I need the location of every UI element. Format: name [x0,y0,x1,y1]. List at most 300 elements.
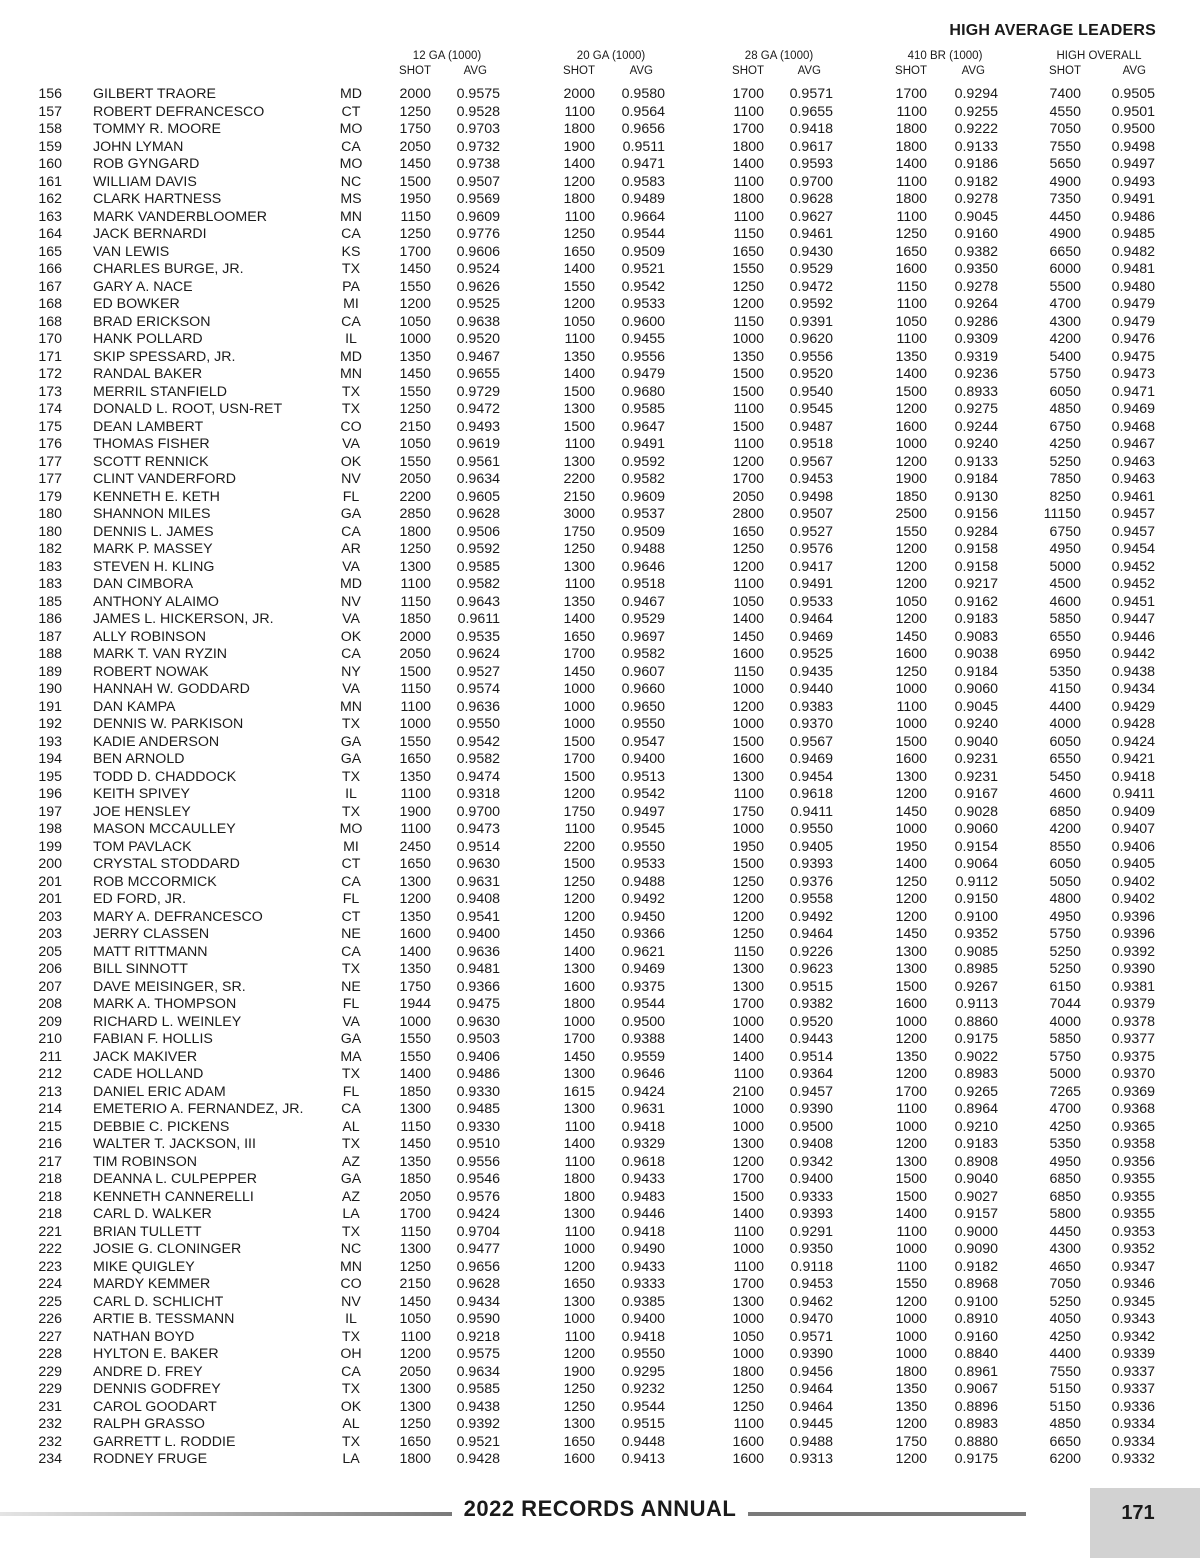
shooter-name-cell: TODD D. CHADDOCK [93,768,237,785]
shot-12ga-cell: 1350 [399,908,431,925]
shot-410br-cell: 1250 [895,873,927,890]
shot-28ga-cell: 1000 [732,1241,764,1257]
avg-12ga-cell: 0.9546 [456,1171,500,1187]
shooter-name-cell: RANDAL BAKER [93,366,203,382]
shot-overall-cell: 5050 [1049,873,1081,890]
shot-410br-cell: 1900 [895,471,927,487]
shot-410br-cell: 1450 [895,926,927,942]
avg-20ga-cell: 0.9513 [621,768,665,785]
shot-28ga-cell: 1700 [732,121,764,137]
state-code: CA [341,313,361,330]
shot-header-28ga: SHOT [732,65,764,77]
shot-20ga-cell: 1300 [563,1206,595,1222]
shot-12ga-cell: 1200 [399,891,431,907]
shooter-name-cell: MASON MCCAULLEY [93,821,236,837]
shot-overall-cell: 4400 [1049,1346,1081,1362]
avg-20ga-cell: 0.9542 [621,278,665,295]
table-row [0,1049,1200,1067]
avg-28ga-cell: 0.9464 [789,611,833,627]
table-row [0,576,1200,594]
shot-410br-cell: 1300 [895,961,927,977]
avg-20ga-cell: 0.9400 [621,1311,665,1327]
rank-cell: 177 [38,453,62,470]
avg-28ga-cell: 0.9464 [789,1381,833,1397]
state-code: CT [341,856,361,872]
shot-410br-cell: 1800 [895,1363,927,1380]
avg-header-28ga: AVG [797,65,821,77]
shot-20ga-cell: 1350 [563,593,595,610]
shot-overall-cell: 4250 [1049,436,1081,452]
avg-overall-cell: 0.9355 [1111,1206,1155,1222]
avg-overall-cell: 0.9446 [1111,628,1155,645]
shot-20ga-cell: 1000 [563,716,595,732]
shot-12ga-cell: 1944 [399,996,431,1012]
table-row [0,664,1200,682]
shot-28ga-cell: 1200 [732,453,764,470]
avg-410br-cell: 0.9352 [954,926,998,942]
avg-overall-cell: 0.9424 [1111,733,1155,750]
shot-12ga-cell: 1800 [399,523,431,540]
avg-20ga-cell: 0.9545 [621,821,665,837]
avg-28ga-cell: 0.9440 [789,681,833,697]
shot-28ga-cell: 1100 [733,436,764,452]
shooter-name-cell: GARRETT L. RODDIE [93,1433,236,1450]
table-row [0,646,1200,664]
avg-410br-cell: 0.9113 [955,996,998,1012]
avg-20ga-cell: 0.9582 [621,471,665,487]
shot-20ga-cell: 1000 [563,1241,595,1257]
shot-20ga-cell: 1700 [563,751,595,767]
shooter-name-cell: DONALD L. ROOT, USN-RET [93,401,283,417]
state-code: MN [339,366,363,382]
shot-20ga-cell: 1450 [563,663,595,680]
avg-28ga-cell: 0.9567 [789,733,833,750]
rank-cell: 191 [38,698,62,715]
state-code: NE [341,926,361,942]
shot-28ga-cell: 1000 [732,716,764,732]
rank-cell: 217 [38,1153,62,1170]
avg-overall-cell: 0.9454 [1111,541,1155,557]
shooter-name-cell: MARDY KEMMER [93,1276,211,1292]
avg-410br-cell: 0.9183 [954,1136,998,1152]
shot-12ga-cell: 1450 [399,156,431,172]
avg-28ga-cell: 0.9461 [789,226,833,242]
group-header-410br: 410 BR (1000) [907,50,983,62]
shot-20ga-cell: 1650 [563,628,595,645]
shot-overall-cell: 4950 [1049,541,1081,557]
rank-cell: 163 [38,208,62,225]
avg-12ga-cell: 0.9634 [456,1363,500,1380]
rank-cell: 195 [38,768,62,785]
table-row [0,1066,1200,1084]
avg-28ga-cell: 0.9487 [789,418,833,435]
avg-12ga-cell: 0.9556 [456,1153,500,1170]
state-code: FL [342,1083,360,1100]
shot-20ga-cell: 1400 [563,156,595,172]
shooter-name-cell: GILBERT TRAORE [93,86,216,102]
avg-overall-cell: 0.9355 [1111,1171,1155,1187]
table-row [0,1119,1200,1137]
avg-20ga-cell: 0.9680 [621,383,665,400]
shot-20ga-cell: 1400 [563,1136,595,1152]
avg-28ga-cell: 0.9333 [789,1188,833,1205]
shot-410br-cell: 1800 [895,191,927,207]
avg-28ga-cell: 0.9525 [789,646,833,662]
shot-410br-cell: 1450 [895,628,927,645]
state-code: CA [341,226,361,242]
avg-28ga-cell: 0.9390 [789,1346,833,1362]
avg-28ga-cell: 0.9457 [789,1083,833,1100]
shot-overall-cell: 4950 [1049,908,1081,925]
state-code: OK [340,628,362,645]
avg-20ga-cell: 0.9607 [621,663,665,680]
shot-20ga-cell: 1400 [563,366,595,382]
state-code: FL [342,891,360,907]
avg-12ga-cell: 0.9528 [456,103,500,120]
avg-12ga-cell: 0.9638 [456,313,500,330]
avg-410br-cell: 0.9267 [954,978,998,995]
avg-12ga-cell: 0.9330 [456,1083,500,1100]
avg-28ga-cell: 0.9370 [789,716,833,732]
avg-410br-cell: 0.8933 [954,383,998,400]
table-row [0,1346,1200,1364]
shot-20ga-cell: 1750 [563,803,595,820]
table-row [0,1136,1200,1154]
avg-overall-cell: 0.9411 [1112,786,1155,802]
avg-20ga-cell: 0.9582 [621,646,665,662]
avg-20ga-cell: 0.9511 [622,138,665,155]
table-row [0,1171,1200,1189]
avg-overall-cell: 0.9497 [1111,156,1155,172]
avg-overall-cell: 0.9342 [1111,1328,1155,1345]
avg-20ga-cell: 0.9697 [621,628,665,645]
state-code: MS [340,191,362,207]
shot-28ga-cell: 1150 [733,943,764,960]
avg-overall-cell: 0.9451 [1111,593,1155,610]
shot-12ga-cell: 1550 [399,1031,431,1047]
shot-overall-cell: 7550 [1049,138,1081,155]
shot-overall-cell: 7050 [1049,121,1081,137]
shot-overall-cell: 4550 [1049,103,1081,120]
avg-28ga-cell: 0.9628 [789,191,833,207]
shooter-name-cell: EMETERIO A. FERNANDEZ, JR. [93,1101,304,1117]
rank-cell: 232 [38,1433,62,1450]
rank-cell: 194 [38,751,62,767]
avg-20ga-cell: 0.9375 [621,978,665,995]
avg-overall-cell: 0.9390 [1111,961,1155,977]
shot-12ga-cell: 1050 [399,313,431,330]
shot-overall-cell: 4650 [1049,1258,1081,1275]
avg-28ga-cell: 0.9350 [789,1241,833,1257]
avg-410br-cell: 0.9231 [954,751,998,767]
shot-20ga-cell: 1650 [563,243,595,260]
table-row [0,104,1200,122]
shot-20ga-cell: 1250 [563,1398,595,1415]
avg-410br-cell: 0.9240 [954,716,998,732]
rank-cell: 232 [38,1416,62,1432]
shot-20ga-cell: 1400 [563,611,595,627]
avg-12ga-cell: 0.9467 [456,348,500,365]
shot-410br-cell: 1600 [895,996,927,1012]
avg-overall-cell: 0.9409 [1111,803,1155,820]
shot-overall-cell: 7350 [1049,191,1081,207]
shot-410br-cell: 1200 [895,541,927,557]
avg-20ga-cell: 0.9497 [621,803,665,820]
table-row [0,524,1200,542]
shooter-name-cell: BRIAN TULLETT [93,1223,202,1240]
shooter-name-cell: TIM ROBINSON [93,1153,198,1170]
table-row [0,681,1200,699]
shooter-name-cell: HANNAH W. GODDARD [93,681,250,697]
avg-overall-cell: 0.9355 [1111,1188,1155,1205]
avg-28ga-cell: 0.9393 [789,856,833,872]
rank-cell: 156 [38,86,62,102]
avg-12ga-cell: 0.9624 [456,646,500,662]
state-code: CA [341,523,361,540]
rank-cell: 180 [38,506,62,522]
shot-410br-cell: 1100 [896,208,927,225]
shooter-name-cell: ED FORD, JR. [93,891,187,907]
avg-410br-cell: 0.9045 [954,208,998,225]
table-row [0,1311,1200,1329]
avg-overall-cell: 0.9428 [1111,716,1155,732]
avg-overall-cell: 0.9375 [1111,1048,1155,1065]
shot-12ga-cell: 1150 [400,1223,431,1240]
shooter-name-cell: JOHN LYMAN [93,138,184,155]
rank-cell: 193 [38,733,62,750]
shot-12ga-cell: 1100 [400,821,431,837]
shot-overall-cell: 6050 [1049,733,1081,750]
avg-12ga-cell: 0.9524 [456,261,500,277]
avg-20ga-cell: 0.9600 [621,313,665,330]
state-code: GA [340,751,362,767]
shot-20ga-cell: 1800 [563,996,595,1012]
shot-20ga-cell: 1800 [563,1171,595,1187]
shot-28ga-cell: 1000 [732,331,764,347]
avg-410br-cell: 0.8964 [954,1101,998,1117]
shot-410br-cell: 1200 [895,1293,927,1310]
shot-12ga-cell: 1200 [399,296,431,312]
avg-28ga-cell: 0.9393 [789,1206,833,1222]
shot-20ga-cell: 1100 [564,1223,595,1240]
avg-12ga-cell: 0.9703 [456,121,500,137]
avg-20ga-cell: 0.9544 [621,226,665,242]
avg-overall-cell: 0.9346 [1111,1276,1155,1292]
shot-410br-cell: 1800 [895,138,927,155]
shot-overall-cell: 4200 [1049,821,1081,837]
shot-20ga-cell: 1200 [563,1258,595,1275]
avg-12ga-cell: 0.9406 [456,1048,500,1065]
avg-12ga-cell: 0.9520 [456,331,500,347]
shot-410br-cell: 1150 [896,278,927,295]
avg-410br-cell: 0.8961 [954,1363,998,1380]
avg-overall-cell: 0.9469 [1111,401,1155,417]
avg-20ga-cell: 0.9490 [621,1241,665,1257]
avg-overall-cell: 0.9352 [1111,1241,1155,1257]
shot-28ga-cell: 1200 [732,1153,764,1170]
avg-overall-cell: 0.9358 [1111,1136,1155,1152]
shot-12ga-cell: 1150 [400,208,431,225]
avg-28ga-cell: 0.9514 [789,1048,833,1065]
avg-12ga-cell: 0.9605 [456,488,500,505]
shot-overall-cell: 4200 [1049,331,1081,347]
state-code: IL [345,786,357,802]
shooter-name-cell: DAN CIMBORA [93,576,194,592]
shot-28ga-cell: 1400 [732,156,764,172]
table-row [0,856,1200,874]
avg-20ga-cell: 0.9656 [621,121,665,137]
shot-12ga-cell: 1450 [399,1293,431,1310]
avg-12ga-cell: 0.9392 [456,1416,500,1432]
shot-12ga-cell: 1350 [399,1153,431,1170]
shooter-name-cell: MARK A. THOMPSON [93,996,237,1012]
shot-410br-cell: 1100 [896,173,927,190]
group-header-12ga: 12 GA (1000) [412,50,482,62]
shooter-name-cell: HYLTON E. BAKER [93,1346,219,1362]
avg-410br-cell: 0.8983 [954,1416,998,1432]
state-code: GA [340,506,362,522]
shooter-name-cell: ANDRE D. FREY [93,1363,203,1380]
rank-cell: 190 [38,681,62,697]
avg-20ga-cell: 0.9592 [621,453,665,470]
avg-20ga-cell: 0.9547 [621,733,665,750]
shot-28ga-cell: 1700 [732,1276,764,1292]
table-row [0,454,1200,472]
avg-12ga-cell: 0.9574 [456,681,500,697]
rank-cell: 215 [38,1118,62,1135]
avg-410br-cell: 0.8968 [954,1276,998,1292]
shot-410br-cell: 1200 [895,1066,927,1082]
shot-12ga-cell: 1650 [399,856,431,872]
avg-12ga-cell: 0.9514 [456,838,500,855]
rank-cell: 234 [38,1451,62,1467]
shot-overall-cell: 4050 [1049,1311,1081,1327]
shot-410br-cell: 1000 [895,681,927,697]
shot-header-20ga: SHOT [563,65,595,77]
shot-20ga-cell: 1550 [563,278,595,295]
shot-20ga-cell: 1650 [563,1276,595,1292]
avg-12ga-cell: 0.9477 [456,1241,500,1257]
shot-20ga-cell: 3000 [563,506,595,522]
avg-overall-cell: 0.9337 [1111,1381,1155,1397]
shot-overall-cell: 6850 [1049,803,1081,820]
avg-20ga-cell: 0.9400 [621,751,665,767]
avg-overall-cell: 0.9347 [1111,1258,1155,1275]
avg-header-410br: AVG [961,65,985,77]
rank-cell: 172 [38,366,62,382]
shot-410br-cell: 1350 [895,348,927,365]
shot-20ga-cell: 1100 [564,821,595,837]
avg-overall-cell: 0.9356 [1111,1153,1155,1170]
avg-12ga-cell: 0.9656 [456,1258,500,1275]
table-row [0,926,1200,944]
avg-12ga-cell: 0.9535 [456,628,500,645]
shot-overall-cell: 5000 [1049,1066,1081,1082]
shot-28ga-cell: 1100 [733,1258,764,1275]
shot-20ga-cell: 1300 [563,1416,595,1432]
shot-20ga-cell: 1700 [563,646,595,662]
table-row [0,331,1200,349]
shot-overall-cell: 6850 [1049,1171,1081,1187]
shot-12ga-cell: 2050 [399,1363,431,1380]
state-code: AL [342,1416,360,1432]
avg-28ga-cell: 0.9400 [789,1171,833,1187]
footer-right-rule [748,1512,1026,1516]
shot-410br-cell: 1250 [895,663,927,680]
state-code: KS [341,243,361,260]
table-row [0,559,1200,577]
shot-overall-cell: 4450 [1049,1223,1081,1240]
shooter-name-cell: BEN ARNOLD [93,751,185,767]
avg-overall-cell: 0.9467 [1111,436,1155,452]
shot-410br-cell: 1200 [895,786,927,802]
state-code: IL [345,331,357,347]
shot-28ga-cell: 1100 [733,208,764,225]
avg-20ga-cell: 0.9488 [621,541,665,557]
avg-410br-cell: 0.9319 [954,348,998,365]
avg-overall-cell: 0.9429 [1111,698,1155,715]
shot-overall-cell: 6000 [1049,261,1081,277]
avg-28ga-cell: 0.9576 [789,541,833,557]
state-code: TX [341,716,361,732]
shot-overall-cell: 5150 [1049,1381,1081,1397]
shot-12ga-cell: 1350 [399,768,431,785]
shot-12ga-cell: 1750 [399,121,431,137]
state-code: FL [342,996,360,1012]
shot-410br-cell: 1450 [895,803,927,820]
shot-410br-cell: 1200 [895,891,927,907]
rank-cell: 226 [38,1311,62,1327]
avg-12ga-cell: 0.9606 [456,243,500,260]
state-code: MN [339,698,363,715]
shot-28ga-cell: 1150 [733,663,764,680]
rank-cell: 218 [38,1206,62,1222]
shot-overall-cell: 6200 [1049,1451,1081,1467]
state-code: MN [339,208,363,225]
shot-28ga-cell: 1250 [732,278,764,295]
rank-cell: 210 [38,1031,62,1047]
avg-410br-cell: 0.8896 [954,1398,998,1415]
rank-cell: 223 [38,1258,62,1275]
section-title: HIGH AVERAGE LEADERS [949,22,1156,39]
avg-overall-cell: 0.9379 [1111,996,1155,1012]
shot-12ga-cell: 1250 [399,1258,431,1275]
avg-410br-cell: 0.9244 [954,418,998,435]
shot-12ga-cell: 1100 [400,786,431,802]
avg-12ga-cell: 0.9628 [456,1276,500,1292]
rank-cell: 183 [38,576,62,592]
state-code: OK [340,453,362,470]
shot-28ga-cell: 1650 [732,243,764,260]
shot-12ga-cell: 1400 [399,943,431,960]
avg-20ga-cell: 0.9537 [621,506,665,522]
avg-12ga-cell: 0.9628 [456,506,500,522]
shot-12ga-cell: 1750 [399,978,431,995]
shot-overall-cell: 4400 [1049,698,1081,715]
avg-28ga-cell: 0.9623 [789,961,833,977]
shot-28ga-cell: 1600 [732,646,764,662]
shooter-name-cell: DAVE MEISINGER, SR. [93,978,246,995]
table-row [0,769,1200,787]
shot-28ga-cell: 1100 [733,1416,764,1432]
avg-overall-cell: 0.9491 [1111,191,1155,207]
shooter-name-cell: JAMES L. HICKERSON, JR. [93,611,274,627]
shot-410br-cell: 1000 [895,1328,927,1345]
table-row [0,174,1200,192]
shot-410br-cell: 1200 [895,453,927,470]
rank-cell: 161 [38,173,62,190]
shooter-name-cell: RICHARD L. WEINLEY [93,1013,242,1030]
